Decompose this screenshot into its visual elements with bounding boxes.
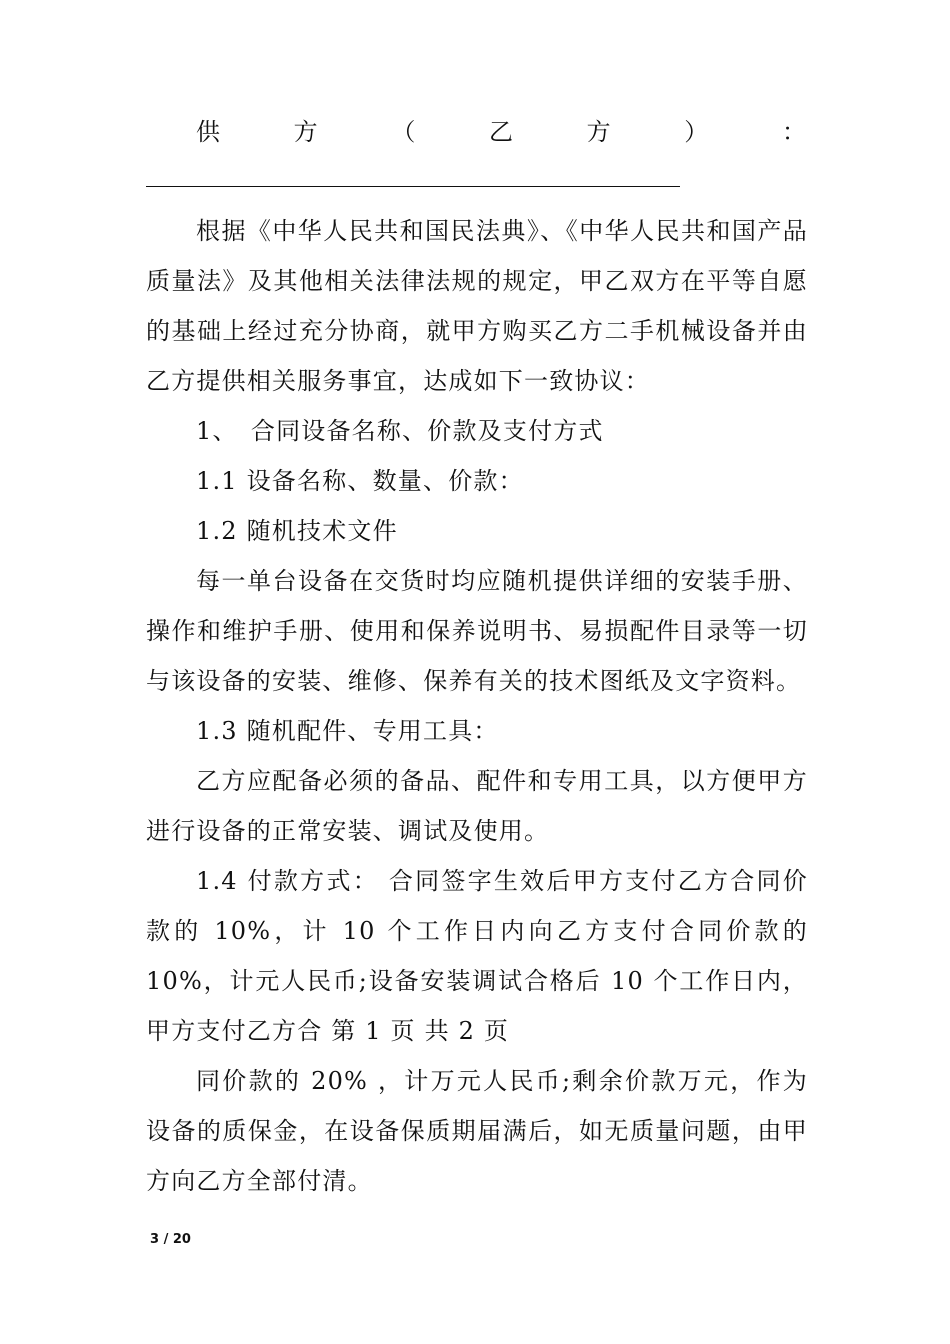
supplier-char: （ [391,118,416,146]
clause-1-2-body: 每一单台设备在交货时均应随机提供详细的安装手册、操作和维护手册、使用和保养说明书、易损配件目录等一切与该设备的安装、维修、保养有关的技术图纸及文字资料。 [146,567,808,695]
fill-in-blank-line [146,186,680,187]
supplier-char: 乙 [488,118,513,146]
supplier-char: ） [684,118,709,146]
clause-1-4: 1.4 付款方式： 合同签字生效后甲方支付乙方合同价款的 10%，计 10 个工作日内向乙方支付合同价款的 10%，计元人民币;设备安装调试合格后 10 个工作日内，甲方支付乙方合 第 1 页 共 2 页 [146,867,808,1045]
contract-body [146,206,808,1206]
clause-1-3-body: 乙方应配备必须的备品、配件和专用工具，以方便甲方进行设备的正常安装、调试及使用。 [146,767,808,845]
section-heading-1: 1、 合同设备名称、价款及支付方式 [196,417,604,445]
supplier-char: 方 [586,118,611,146]
intro-paragraph: 根据《中华人民共和国民法典》、《中华人民共和国产品质量法》及其他相关法律法规的规定，甲乙双方在平等自愿的基础上经过充分协商，就甲方购买乙方二手机械设备并由乙方提供相关服务事宜，达成如下一致协议： [146,217,808,395]
supplier-char: 供 [196,118,220,146]
clause-1-4-continued: 同价款的 20% ，计万元人民币;剩余价款万元，作为设备的质保金，在设备保质期届满后，如无质量问题，由甲方向乙方全部付清。 [146,1067,808,1195]
supplier-party-line [196,116,806,148]
clause-1-2: 1.2 随机技术文件 [196,517,398,545]
supplier-char: ： [781,118,806,146]
page-number: 3 / 20 [150,1232,191,1247]
clause-1-3: 1.3 随机配件、专用工具： [196,717,499,745]
clause-1-1: 1.1 设备名称、数量、价款： [196,467,524,495]
supplier-char: 方 [293,118,318,146]
